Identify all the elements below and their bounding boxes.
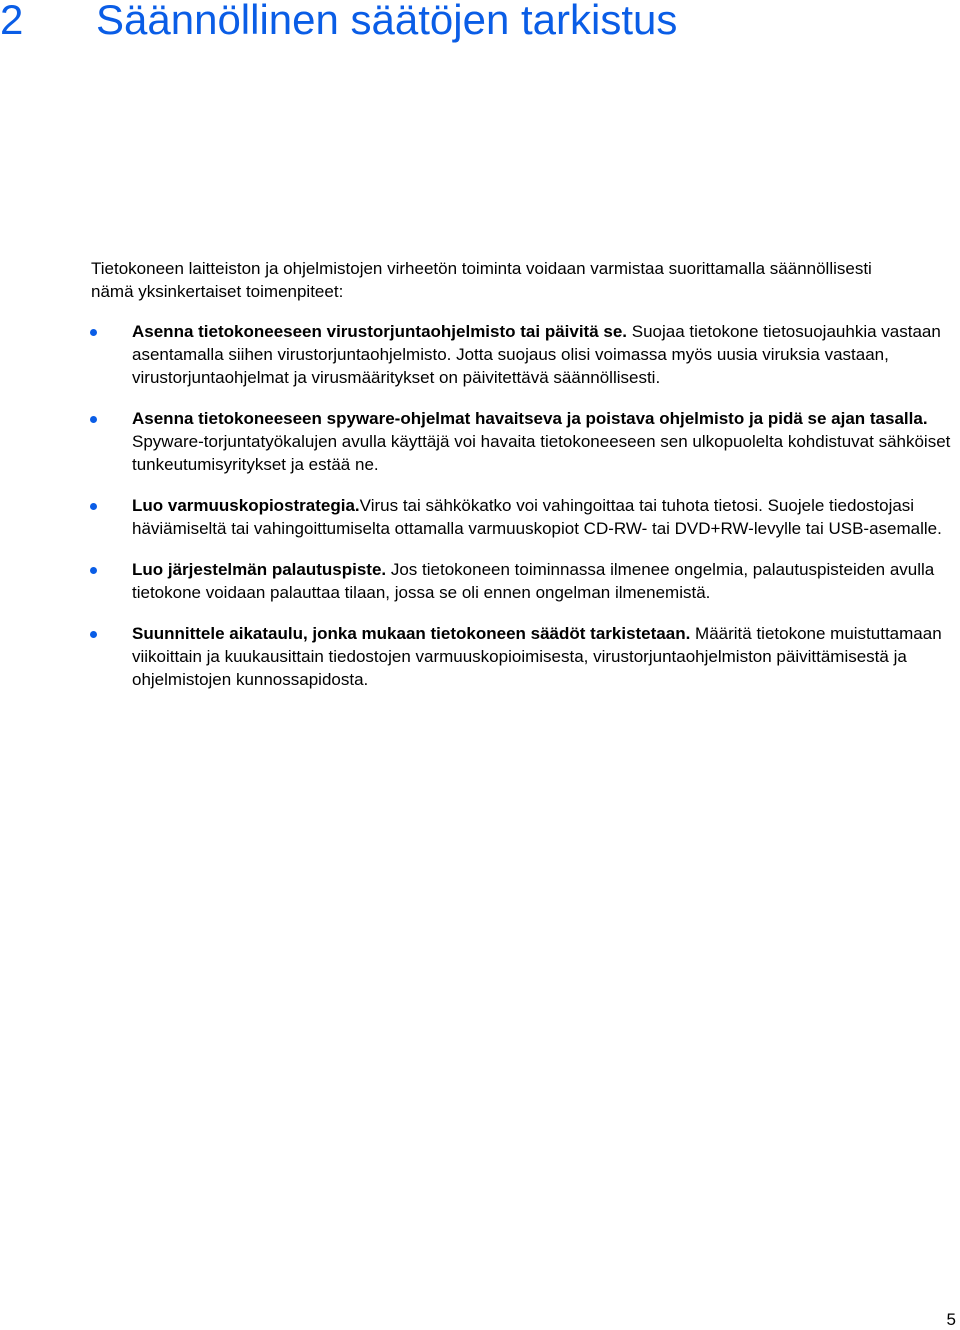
list-item-lead: Asenna tietokoneeseen spyware-ohjelmat havaitseva ja poistava ohjelmisto ja pidä se ajan tasalla. [132, 409, 928, 428]
list-item [0, 320, 960, 389]
list-item-text: Määritä tietokone muistuttamaan viikoittain ja kuukausittain tiedostojen varmuuskopioimisesta, virustorjuntaohjelmiston päivittämisestä ja ohjelmistojen kunnossapidosta. [132, 624, 942, 689]
list-item-lead: Luo varmuuskopiostrategia. [132, 496, 360, 515]
list-item [0, 558, 960, 604]
chapter-number: 2 [0, 0, 24, 43]
bullet-icon [90, 631, 97, 638]
bullet-icon [90, 503, 97, 510]
list-item-text: Jos tietokoneen toiminnassa ilmenee ongelmia, palautuspisteiden avulla tietokone voidaan palauttaa tilaan, jossa se oli ennen ongelman ilmenemistä. [132, 560, 935, 602]
list-item-text: Virus tai sähkökatko voi vahingoittaa tai tuhota tietosi. Suojele tiedostojasi häviämiseltä tai vahingoittumiselta ottamalla varmuuskopiot CD-RW- tai DVD+RW-levylle tai USB-asemalle. [132, 496, 942, 538]
list-item [0, 622, 960, 691]
list-item [0, 407, 960, 476]
chapter-title: Säännöllinen säätöjen tarkistus [96, 0, 678, 43]
list-item-text: Suojaa tietokone tietosuojauhkia vastaan asentamalla siihen virustorjuntaohjelmisto. Jotta suojaus olisi voimassa myös uusia viruksia vastaan, virustorjuntaohjelmat ja virusmääritykset on päivitettävä säännöllisesti. [132, 322, 941, 387]
bullet-icon [90, 329, 97, 336]
list-item [0, 494, 960, 540]
intro-paragraph: Tietokoneen laitteiston ja ohjelmistojen virheetön toiminta voidaan varmistaa suorittamalla säännöllisesti nämä yksinkertaiset toimenpiteet: [91, 259, 872, 301]
list-item-lead: Asenna tietokoneeseen virustorjuntaohjelmisto tai päivitä se. [132, 322, 628, 341]
bullet-icon [90, 416, 97, 423]
maintenance-list [0, 320, 960, 709]
chapter-heading [0, 0, 677, 48]
list-item-text: Spyware-torjuntatyökalujen avulla käyttäjä voi havaita tietokoneeseen sen ulkopuolelta kohdistuvat sähköiset tunkeutumisyritykset ja estää ne. [132, 432, 951, 474]
bullet-icon [90, 567, 97, 574]
list-item-lead: Suunnittele aikataulu, jonka mukaan tietokoneen säädöt tarkistetaan. [132, 624, 691, 643]
list-item-lead: Luo järjestelmän palautuspiste. [132, 560, 387, 579]
page-number: 5 [946, 1310, 956, 1329]
